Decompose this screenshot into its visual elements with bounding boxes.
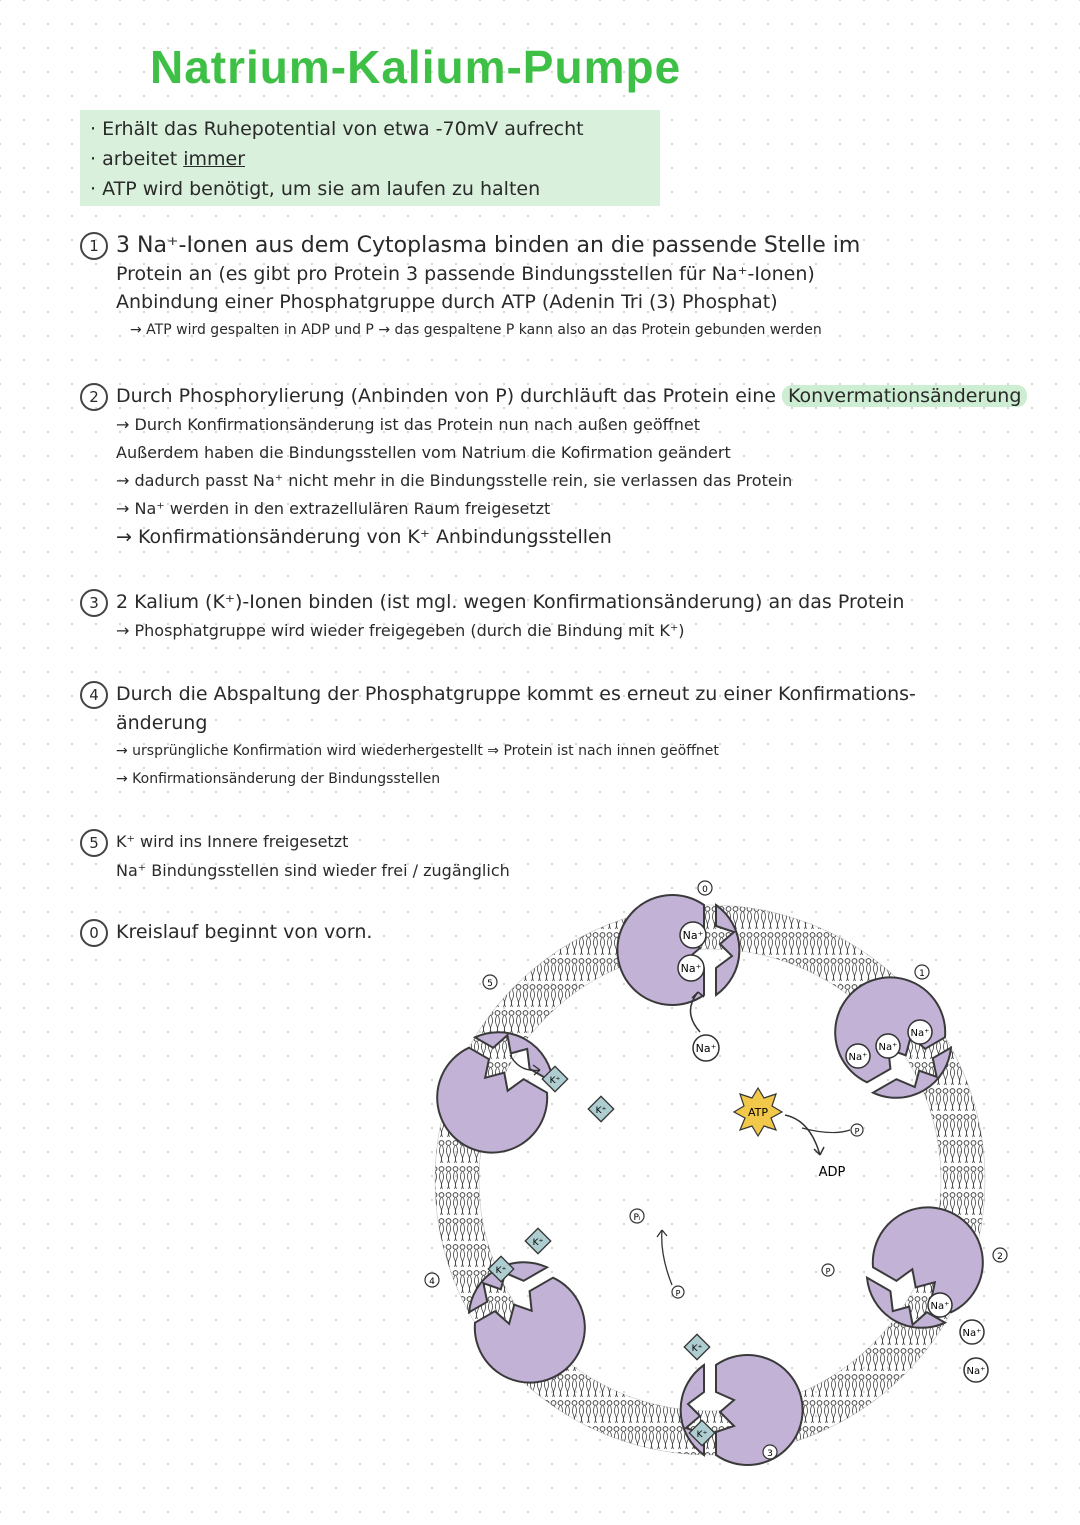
step-1-line-4: → ATP wird gespalten in ADP und P → das gespaltene P kann also an das Protein gebunden werden: [130, 322, 822, 338]
svg-text:K⁺: K⁺: [691, 1344, 703, 1354]
protein-left-half: [716, 1355, 803, 1465]
step-5-line-1: K⁺ wird ins Innere freigesetzt: [116, 832, 349, 851]
step-0-line-1: Kreislauf beginnt von vorn.: [116, 921, 373, 943]
summary-line-2: [90, 144, 650, 174]
step-5-line-2: Na⁺ Bindungsstellen sind wieder frei / zugänglich: [116, 860, 510, 880]
sodium-ion: [678, 955, 704, 981]
step-marker-1: [915, 965, 929, 979]
step-marker-3: [763, 1445, 777, 1459]
phosphate-group: [822, 1264, 834, 1276]
svg-text:Na⁺: Na⁺: [680, 962, 702, 975]
svg-text:0: 0: [702, 885, 708, 895]
potassium-ion: [525, 1228, 550, 1253]
step-number-2: 2: [80, 383, 108, 411]
svg-text:Na⁺: Na⁺: [910, 1028, 930, 1039]
step-number-4: 4: [80, 681, 108, 709]
arrow-phosphate-release: [662, 1230, 672, 1285]
step-3-line-1: 2 Kalium (K⁺)-Ionen binden (ist mgl. wegen Konfirmationsänderung) an das Protein: [116, 591, 905, 613]
svg-text:Na⁺: Na⁺: [966, 1366, 986, 1377]
potassium-ion: [684, 1334, 709, 1359]
pump-protein-top: [617, 895, 739, 1005]
summary-line-3: · ATP wird benötigt, um sie am laufen zu halten: [90, 178, 541, 200]
step-1-line-2: Protein an (es gibt pro Protein 3 passende Bindungsstellen für Na⁺-Ionen): [116, 263, 815, 285]
step-4-line-4: → Konfirmationsänderung der Bindungsstellen: [116, 770, 441, 787]
atp-molecule: [734, 1088, 782, 1136]
svg-text:5: 5: [487, 979, 493, 989]
summary-line-2-text: · arbeitet: [90, 148, 184, 170]
svg-text:1: 1: [919, 969, 925, 979]
potassium-ion: [588, 1096, 613, 1121]
svg-text:K⁺: K⁺: [696, 1430, 708, 1440]
step-2-line-5: → Na⁺ werden in den extrazellulären Raum freigesetzt: [116, 498, 551, 518]
step-marker-0: [698, 881, 712, 895]
svg-text:K⁺: K⁺: [532, 1238, 544, 1248]
step-2-line-3: Außerdem haben die Bindungsstellen vom Natrium die Kofirmation geändert: [116, 442, 731, 462]
protein-left-half: [617, 895, 704, 1005]
step-2-highlight: Konvermationsänderung: [782, 385, 1027, 407]
svg-text:P: P: [825, 1267, 831, 1276]
step-3: [80, 588, 1040, 645]
svg-text:K⁺: K⁺: [595, 1106, 607, 1116]
step-marker-2: [993, 1248, 1007, 1262]
svg-text:Na⁺: Na⁺: [878, 1042, 898, 1053]
step-2-line-1: Durch Phosphorylierung (Anbinden von P) durchläuft das Protein eine: [116, 385, 782, 407]
summary-underlined-word: immer: [183, 148, 245, 170]
sodium-ion: [960, 1320, 984, 1344]
svg-text:Pᵢ: Pᵢ: [633, 1213, 641, 1223]
svg-text:2: 2: [997, 1252, 1003, 1262]
svg-text:ATP: ATP: [747, 1106, 769, 1119]
svg-text:P: P: [675, 1289, 681, 1298]
svg-text:K⁺: K⁺: [495, 1266, 507, 1276]
svg-text:3: 3: [767, 1449, 773, 1459]
step-4: [80, 680, 1040, 793]
phosphate-group: [851, 1124, 863, 1136]
step-number-3: 3: [80, 589, 108, 617]
step-1: [80, 232, 1040, 344]
sodium-ion: [846, 1044, 870, 1068]
pump-cycle-diagram: [410, 880, 1030, 1480]
step-number-1: 1: [80, 232, 108, 260]
adp-label: ADP: [818, 1165, 846, 1180]
sodium-ion: [908, 1020, 932, 1044]
step-number-0: 0: [80, 919, 108, 947]
summary-line-1: · Erhält das Ruhepotential von etwa -70mV aufrecht: [90, 118, 584, 140]
step-number-5: 5: [80, 829, 108, 857]
step-1-line-3: Anbindung einer Phosphatgruppe durch ATP (Adenin Tri (3) Phosphat): [116, 291, 778, 313]
sodium-ion: [876, 1034, 900, 1058]
step-2-line-2: → Durch Konfirmationsänderung ist das Protein nun nach außen geöffnet: [116, 414, 700, 434]
step-5: [80, 828, 1040, 885]
inorganic-phosphate: [630, 1209, 644, 1223]
step-marker-4: [425, 1273, 439, 1287]
sodium-ion: [693, 1035, 719, 1061]
svg-text:K⁺: K⁺: [549, 1076, 561, 1086]
step-4-line-1: Durch die Abspaltung der Phosphatgruppe kommt es erneut zu einer Konfirmations-: [116, 683, 916, 705]
sodium-ion: [928, 1293, 952, 1317]
svg-text:Na⁺: Na⁺: [848, 1052, 868, 1063]
page-title: Natrium-Kalium-Pumpe: [150, 41, 682, 93]
step-4-line-2: änderung: [116, 711, 208, 734]
svg-text:Na⁺: Na⁺: [682, 929, 704, 942]
step-1-line-1: 3 Na⁺-Ionen aus dem Cytoplasma binden an die passende Stelle im: [116, 233, 861, 258]
step-2-line-6: → Konfirmationsänderung von K⁺ Anbindungsstellen: [116, 525, 612, 548]
step-3-line-2: → Phosphatgruppe wird wieder freigegeben (durch die Bindung mit K⁺): [116, 620, 685, 640]
sodium-ion: [680, 922, 706, 948]
svg-text:Na⁺: Na⁺: [695, 1042, 717, 1055]
summary-box: [80, 110, 660, 206]
phosphate-group: [672, 1286, 684, 1298]
step-2: [80, 382, 1040, 551]
svg-text:4: 4: [429, 1277, 435, 1287]
svg-text:Na⁺: Na⁺: [962, 1328, 982, 1339]
step-4-line-3: → ursprüngliche Konfirmation wird wiederhergestellt ⇒ Protein ist nach innen geöffnet: [116, 742, 719, 759]
pump-protein-bottom: [681, 1355, 803, 1465]
svg-text:Na⁺: Na⁺: [930, 1301, 950, 1312]
step-marker-5: [483, 975, 497, 989]
sodium-ion: [964, 1358, 988, 1382]
step-2-line-4: → dadurch passt Na⁺ nicht mehr in die Bindungsstelle rein, sie verlassen das Protein: [116, 470, 793, 490]
svg-text:P: P: [854, 1127, 860, 1136]
